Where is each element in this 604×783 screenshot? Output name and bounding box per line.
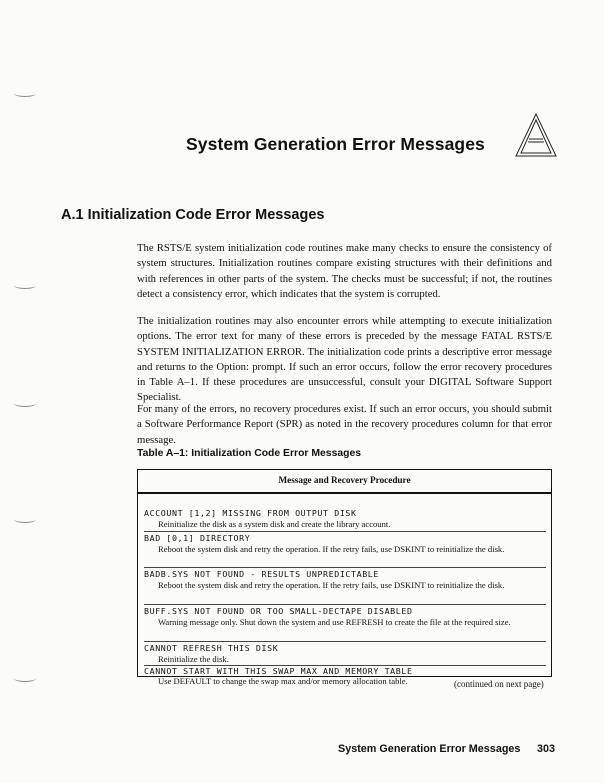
table-row xyxy=(144,643,544,665)
recovery-procedure: Warning message only. Shut down the system and use REFRESH to create the file at the required size. xyxy=(158,617,511,627)
table-row xyxy=(144,606,544,628)
chapter-letter-icon xyxy=(512,112,560,160)
table-header: Message and Recovery Procedure xyxy=(138,470,551,494)
table-row xyxy=(144,569,544,591)
recovery-procedure: Use DEFAULT to change the swap max and/or memory allocation table. xyxy=(158,676,408,686)
row-divider xyxy=(144,531,546,532)
error-message: BADB.SYS NOT FOUND - RESULTS UNPREDICTABLE xyxy=(144,569,379,579)
recovery-procedure: Reinitialize the disk as a system disk and create the library account. xyxy=(158,519,391,529)
recovery-procedure: Reboot the system disk and retry the operation. If the retry fails, use DSKINT to reinitialize the disk. xyxy=(158,580,505,590)
error-message: ACCOUNT [1,2] MISSING FROM OUTPUT DISK xyxy=(144,508,357,518)
margin-mark xyxy=(14,675,36,682)
row-divider xyxy=(144,604,546,605)
table-row xyxy=(144,533,544,555)
error-message: BUFF.SYS NOT FOUND OR TOO SMALL-DECTAPE DISABLED xyxy=(144,606,413,616)
error-message: CANNOT START WITH THIS SWAP MAX AND MEMORY TABLE xyxy=(144,666,413,676)
recovery-procedure: Reinitialize the disk. xyxy=(158,654,229,664)
page-number: 303 xyxy=(537,743,556,755)
chapter-title: System Generation Error Messages xyxy=(186,134,485,154)
body-paragraph: The initialization routines may also encounter errors while attempting to execute initialization options. The error text for many of these errors is preceded by the message FATAL RSTS/E SYSTEM INITIALIZATION ERROR. The initialization code prints a descriptive error message and returns to the Option: prompt. If such an error occurs, follow the error recovery procedures in Table A–1. If these procedures are unsuccessful, consult your DIGITAL Software Support Specialist. xyxy=(137,315,552,404)
table-row xyxy=(144,508,544,530)
margin-mark xyxy=(14,516,36,523)
recovery-procedure: Reboot the system disk and retry the operation. If the retry fails, use DSKINT to reinitialize the disk. xyxy=(158,544,505,554)
row-divider xyxy=(144,641,546,642)
table-caption: Table A–1: Initialization Code Error Messages xyxy=(137,448,362,459)
margin-mark xyxy=(14,400,36,407)
margin-mark xyxy=(14,282,36,289)
error-message: CANNOT REFRESH THIS DISK xyxy=(144,643,279,653)
error-message: BAD [0,1] DIRECTORY xyxy=(144,533,251,543)
footer-title: System Generation Error Messages xyxy=(338,743,521,755)
margin-mark xyxy=(14,90,36,97)
body-paragraph: For many of the errors, no recovery procedures exist. If such an error occurs, you should submit a Software Performance Report (SPR) as noted in the recovery procedures column for that error message. xyxy=(137,403,552,446)
body-paragraph: The RSTS/E system initialization code routines make many checks to ensure the consistency of system structures. Initialization routines compare existing structures with their definitions and with references in other parts of the system. The checks must be successful; if not, the routines detect a consistency error, which indicates that the system is corrupted. xyxy=(137,242,552,300)
continued-note: (continued on next page) xyxy=(454,679,544,689)
row-divider xyxy=(144,567,546,568)
section-heading: A.1 Initialization Code Error Messages xyxy=(61,207,325,223)
